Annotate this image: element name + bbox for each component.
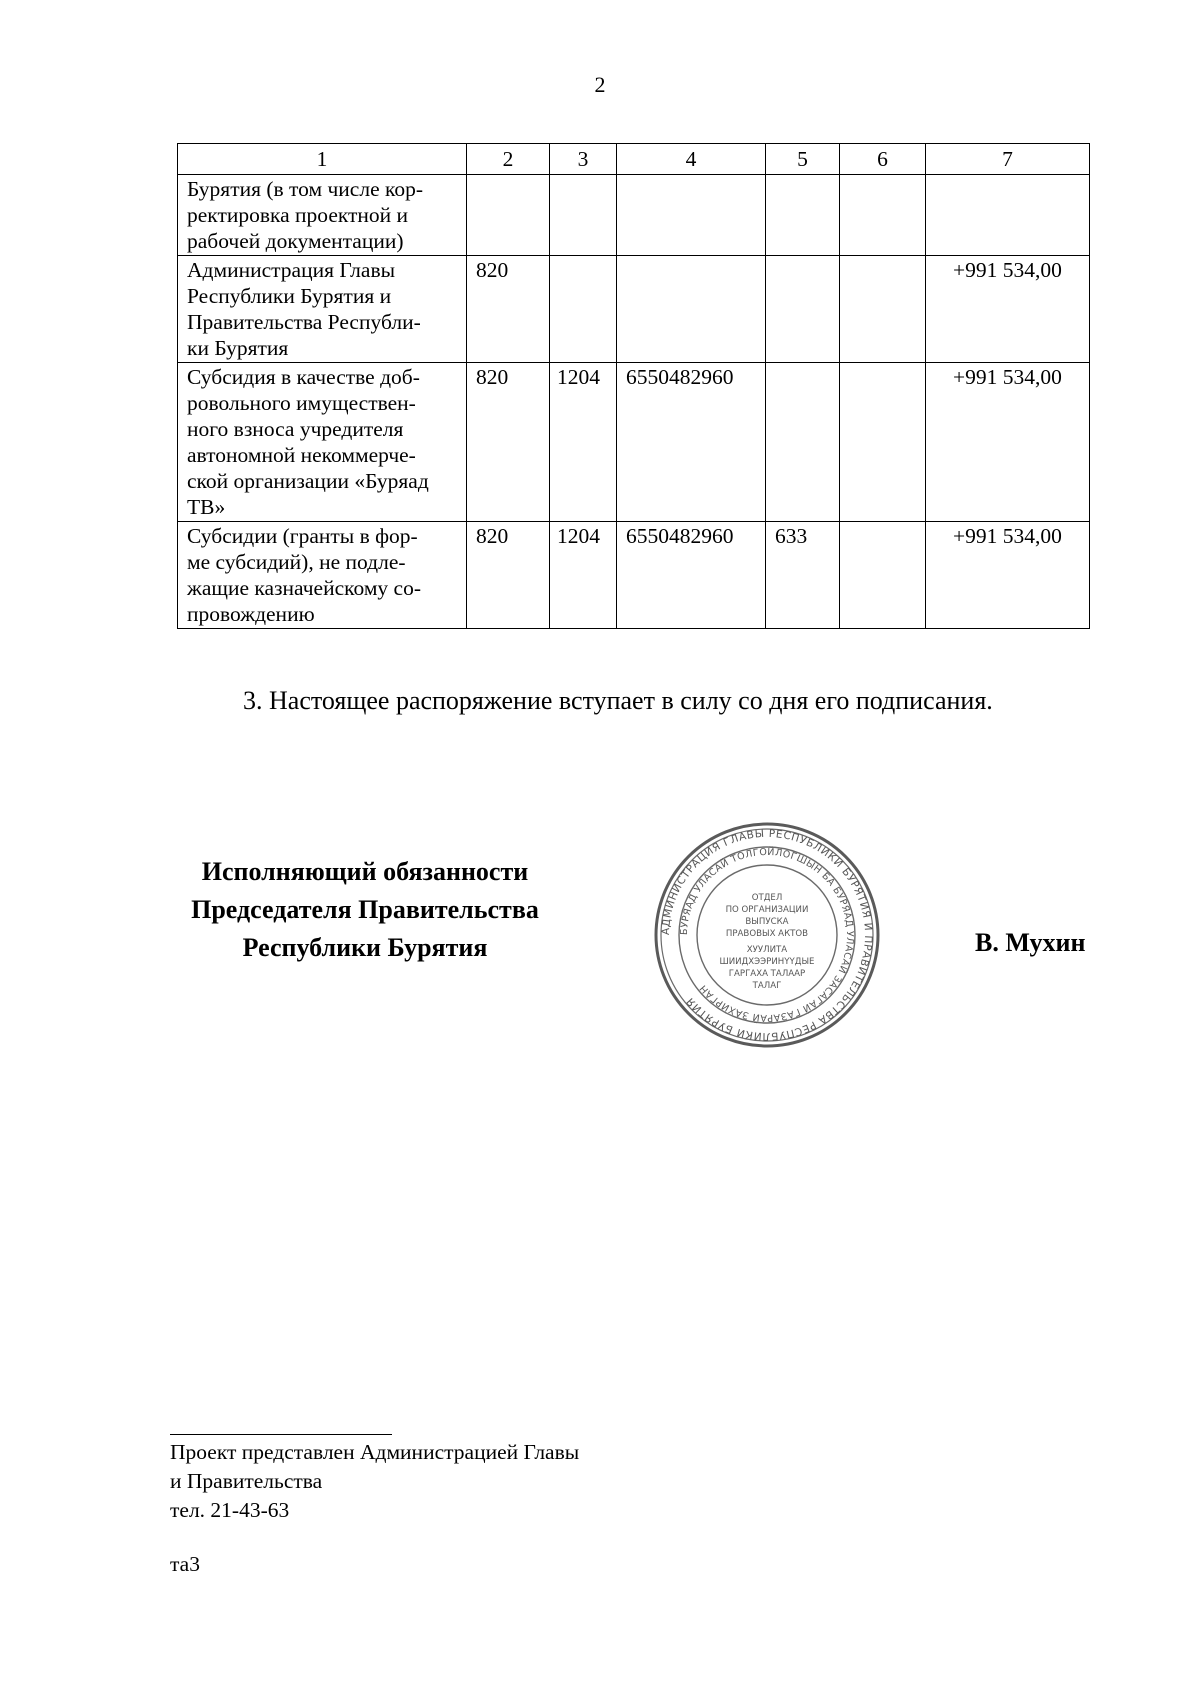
row-description: [178, 175, 467, 256]
description-line: ТВ»: [187, 495, 226, 519]
seal-inner-text: БУРЯАД УЛАСАЙ ТОЛГОЙЛОГШЫН БА БУРЯАД УЛАСАЙ ЗАСАГАЙ ГАЗАРАЙ ЗАХИРГАН: [678, 846, 856, 1024]
row-description: [178, 256, 467, 363]
seal-outer-text: АДМИНИСТРАЦИЯ ГЛАВЫ РЕСПУБЛИКИ БУРЯТИЯ И ПРАВИТЕЛЬСТВА РЕСПУБЛИКИ БУРЯТИЯ: [659, 827, 875, 1043]
footnote-line: тел. 21-43-63: [170, 1498, 290, 1522]
cell-col5: [766, 175, 840, 256]
cell-col4: 6550482960: [617, 363, 766, 522]
cell-col7: [926, 175, 1090, 256]
table-row: [178, 363, 1090, 522]
column-header: 7: [926, 144, 1090, 175]
footnote-line: и Правительства: [170, 1469, 323, 1493]
description-line: Администрация Главы: [187, 258, 396, 282]
description-line: ного взноса учредителя: [187, 417, 404, 441]
svg-text:ПО ОРГАНИЗАЦИИ: ПО ОРГАНИЗАЦИИ: [725, 905, 809, 915]
cell-col5: [766, 256, 840, 363]
seal-center-text: [720, 893, 815, 991]
cell-col2: 820: [467, 522, 550, 629]
signer-title-line: Исполняющий обязанности: [201, 857, 529, 886]
table-row: [178, 522, 1090, 629]
description-line: Субсидии (гранты в фор-: [187, 524, 418, 548]
svg-text:ВЫПУСКА: ВЫПУСКА: [745, 917, 789, 927]
description-line: ки Бурятия: [187, 336, 289, 360]
document-code-mark: та3: [170, 1552, 200, 1576]
description-line: ме субсидий), не подле-: [187, 550, 406, 574]
budget-table: [177, 143, 1090, 629]
cell-col3: [550, 175, 617, 256]
cell-col7: +991 534,00: [926, 256, 1090, 363]
footnote-divider: [170, 1434, 392, 1435]
svg-text:ОТДЕЛ: ОТДЕЛ: [751, 893, 783, 903]
column-header: 6: [840, 144, 926, 175]
signer-title: [165, 853, 565, 967]
description-line: ской организации «Буряад: [187, 469, 429, 493]
column-header: 1: [178, 144, 467, 175]
table-row: [178, 256, 1090, 363]
cell-col4: [617, 175, 766, 256]
description-line: Республики Бурятия и: [187, 284, 392, 308]
row-description: [178, 522, 467, 629]
signer-title-line: Председателя Правительства: [191, 895, 539, 924]
cell-col2: 820: [467, 256, 550, 363]
cell-col7: +991 534,00: [926, 363, 1090, 522]
description-line: провождению: [187, 602, 315, 626]
row-description: [178, 363, 467, 522]
cell-col3: 1204: [550, 363, 617, 522]
description-line: рабочей документации): [187, 229, 404, 253]
svg-text:ХУУЛИТА: ХУУЛИТА: [746, 945, 788, 955]
cell-col2: 820: [467, 363, 550, 522]
cell-col3: 1204: [550, 522, 617, 629]
page-number: 2: [594, 72, 606, 97]
footnote: [170, 1438, 579, 1525]
description-line: жащие казначейскому со-: [187, 576, 422, 600]
column-header: 2: [467, 144, 550, 175]
footnote-line: Проект представлен Администрацией Главы: [170, 1440, 580, 1464]
description-line: ректировка проектной и: [187, 203, 409, 227]
cell-col7: +991 534,00: [926, 522, 1090, 629]
description-line: Бурятия (в том числе кор-: [187, 177, 424, 201]
table-row: [178, 175, 1090, 256]
cell-col4: [617, 256, 766, 363]
description-line: ровольного имуществен-: [187, 391, 416, 415]
column-header: 4: [617, 144, 766, 175]
clause-text: 3. Настоящее распоряжение вступает в силу со дня его подписания.: [243, 686, 993, 715]
cell-col3: [550, 256, 617, 363]
cell-col6: [840, 256, 926, 363]
svg-text:ПРАВОВЫХ АКТОВ: ПРАВОВЫХ АКТОВ: [725, 929, 809, 939]
cell-col2: [467, 175, 550, 256]
official-seal-stamp: [652, 820, 882, 1050]
description-line: Субсидия в качестве доб-: [187, 365, 420, 389]
signer-title-line: Республики Бурятия: [242, 933, 488, 962]
svg-text:ШИИДХЭЭРИНҮҮДЫЕ: ШИИДХЭЭРИНҮҮДЫЕ: [719, 957, 815, 967]
svg-text:ТАЛАГ: ТАЛАГ: [752, 981, 782, 991]
cell-col6: [840, 363, 926, 522]
svg-text:ГАРГАХА ТАЛААР: ГАРГАХА ТАЛААР: [728, 969, 806, 979]
cell-col6: [840, 522, 926, 629]
table-header-row: [178, 144, 1090, 175]
cell-col6: [840, 175, 926, 256]
cell-col5: [766, 363, 840, 522]
column-header: 3: [550, 144, 617, 175]
description-line: автономной некоммерче-: [187, 443, 416, 467]
cell-col5: 633: [766, 522, 840, 629]
column-header: 5: [766, 144, 840, 175]
description-line: Правительства Республи-: [187, 310, 421, 334]
signer-name: В. Мухин: [975, 928, 1086, 957]
cell-col4: 6550482960: [617, 522, 766, 629]
